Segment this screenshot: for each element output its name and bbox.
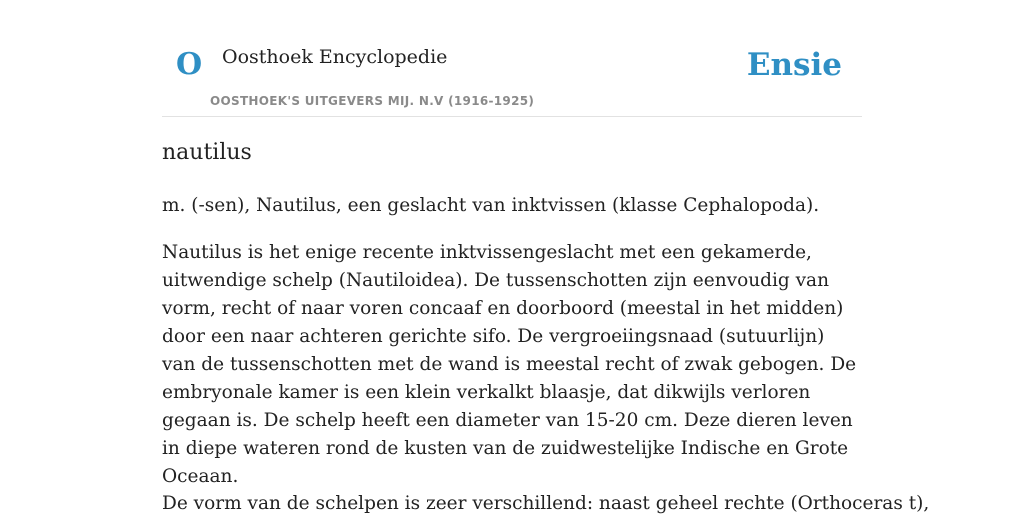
entry-definition: m. (-sen), Nautilus, een geslacht van inktvissen (klasse Cephalopoda). bbox=[162, 195, 820, 216]
page-content bbox=[162, 0, 930, 514]
entry-paragraph: Nautilus is het enige recente inktvissengeslacht met een gekamerde, uitwendige schelp (Nautiloidea). De tussenschotten zijn eenvoudig van vorm, recht of naar voren concaaf en doorboord (meestal in het midden) door een naar achteren gerichte sifo. De vergroeiingsnaad (sutuurlijn) van de tussenschotten met de wand is meestal recht of zwak gebogen. De embryonale kamer is een klein verkalkt blaasje, dat dikwijls verloren gegaan is. De schelp heeft een diameter van 15-20 cm. Deze dieren leven in diepe wateren rond de kusten van de zuidwestelijke Indische en Grote Oceaan. bbox=[162, 242, 857, 487]
site-header bbox=[162, 0, 862, 117]
entry-paragraph: De vorm van de schelpen is zeer verschillend: naast geheel rechte (Orthoceras t), bbox=[162, 493, 930, 514]
encyclopedia-title[interactable]: Oosthoek Encyclopedie bbox=[222, 46, 448, 68]
entry-title: nautilus bbox=[162, 140, 252, 165]
publisher-subtitle: OOSTHOEK'S UITGEVERS MIJ. N.V (1916-1925) bbox=[210, 94, 535, 108]
oosthoek-logo-icon[interactable]: O bbox=[176, 47, 203, 82]
ensie-brand-link[interactable]: Ensie bbox=[746, 47, 842, 83]
